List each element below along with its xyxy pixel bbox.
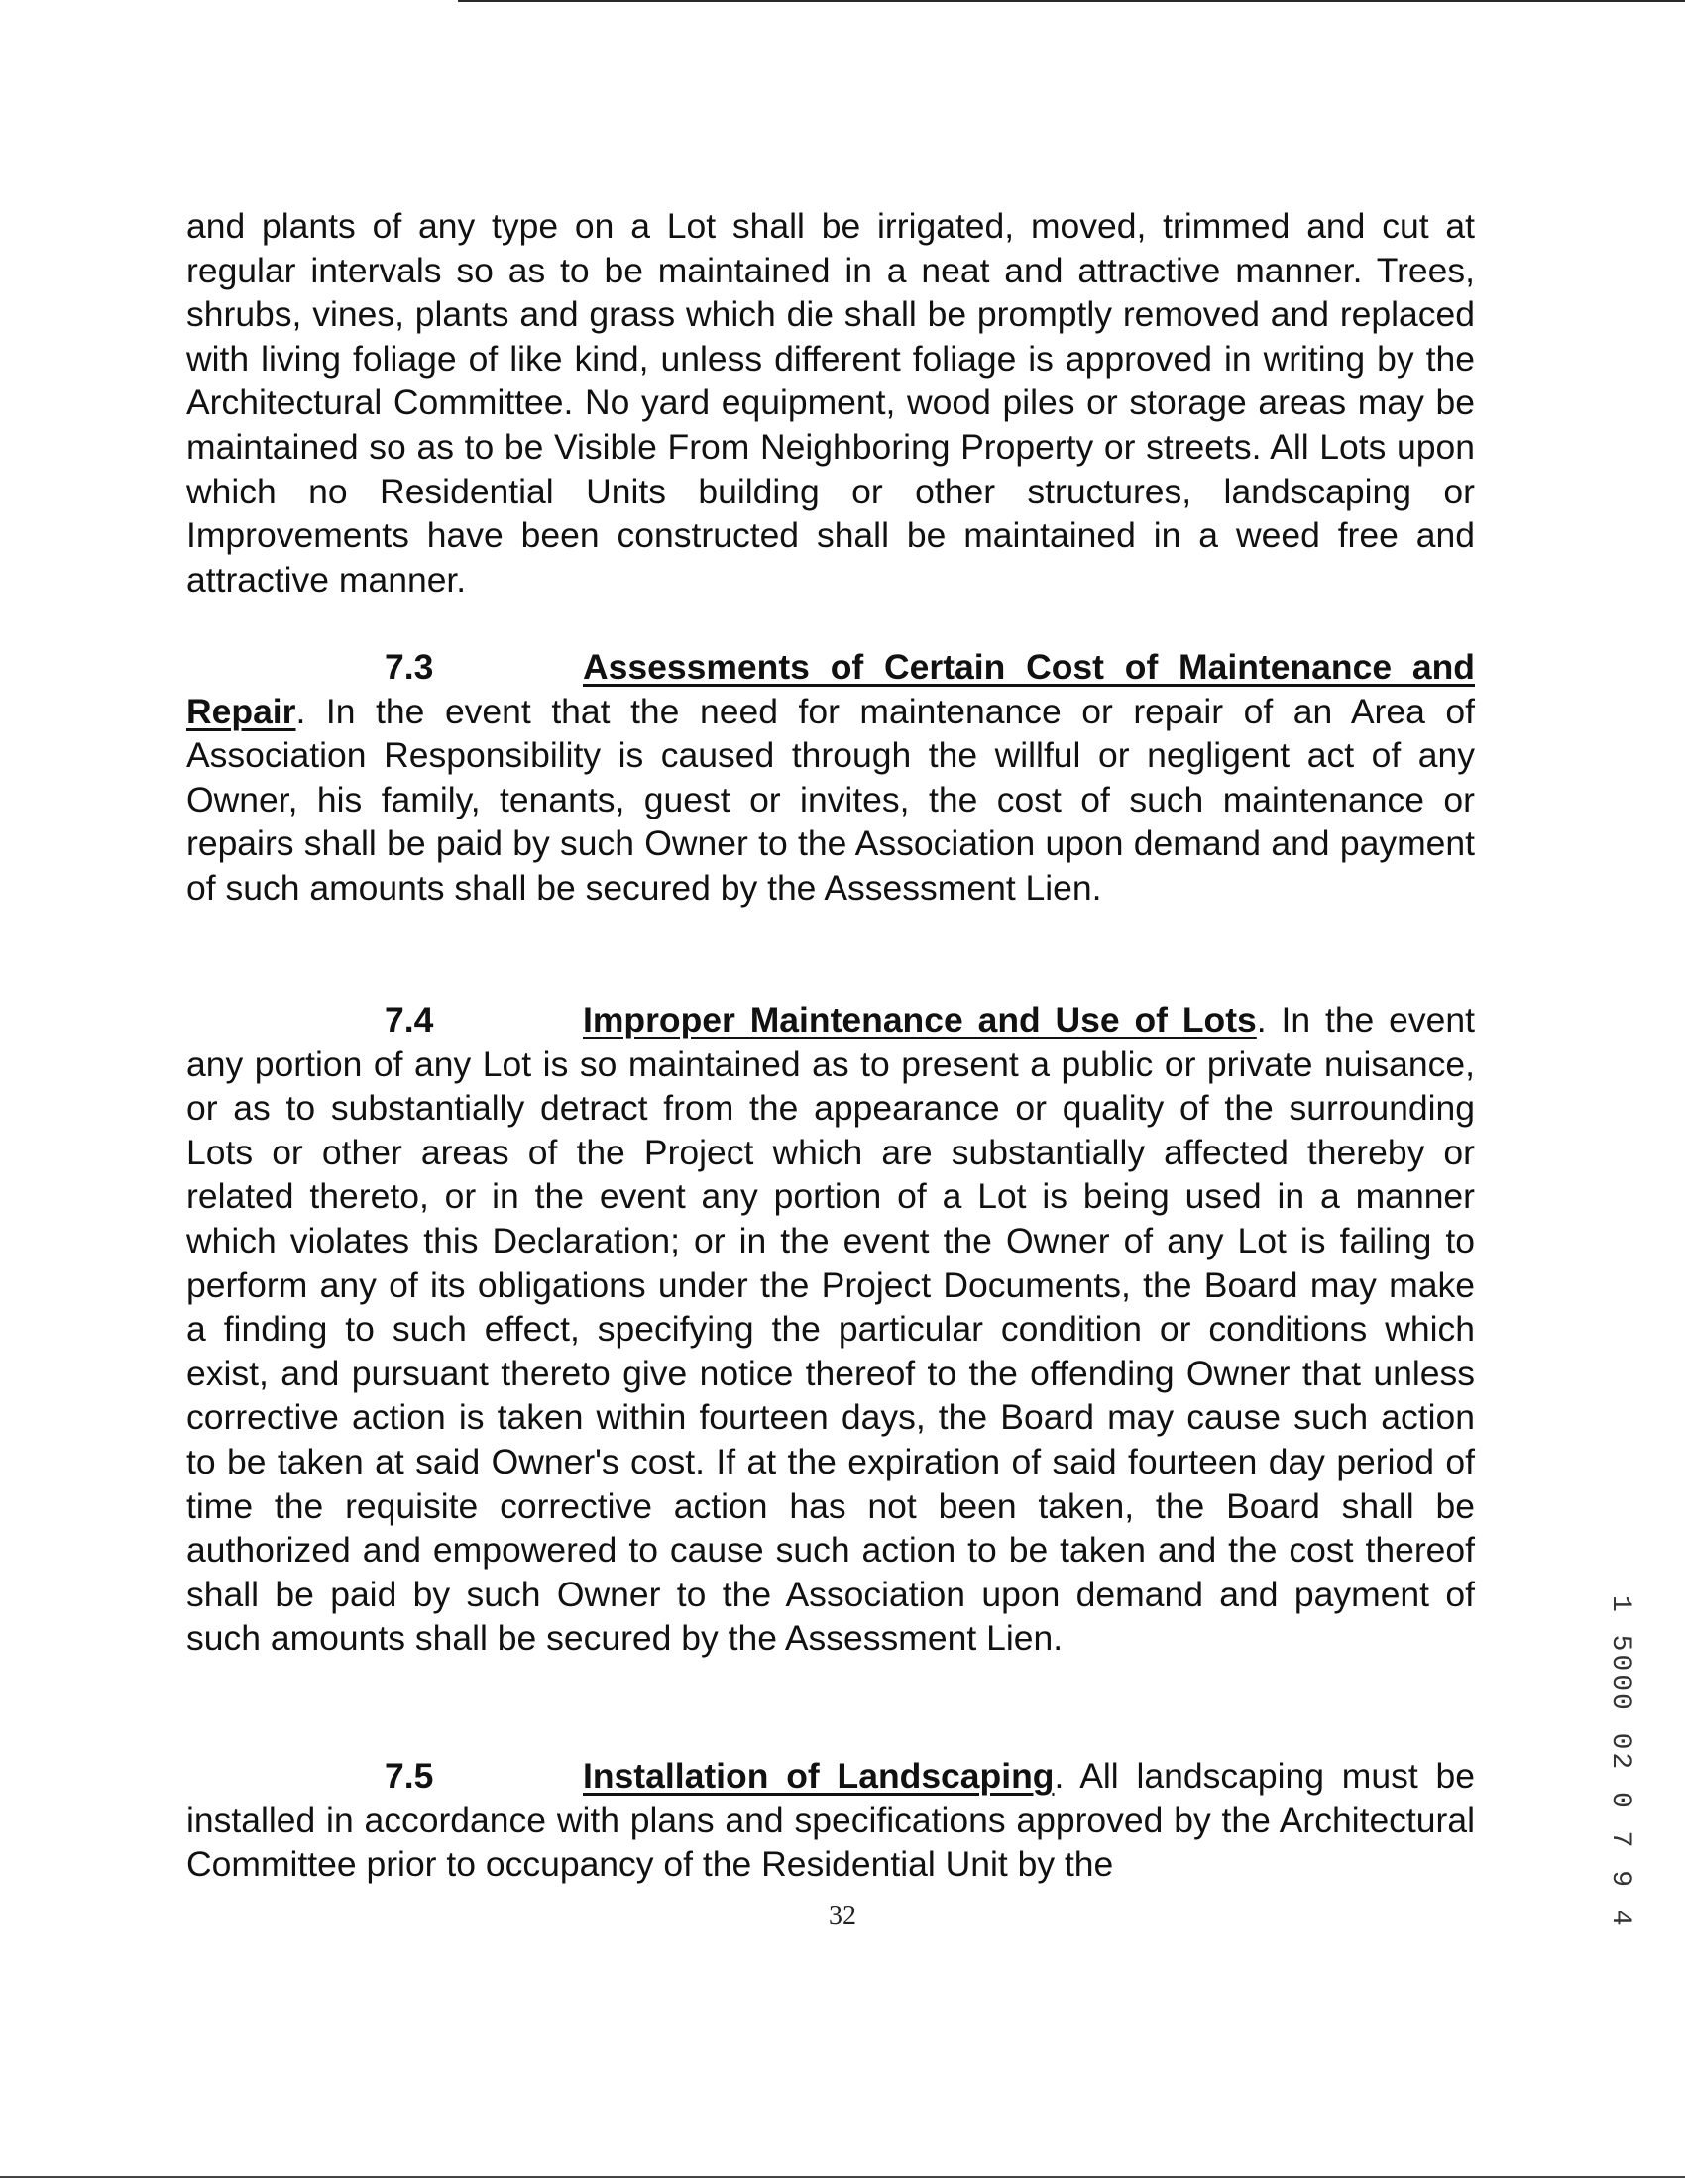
scan-bottom-edge — [0, 2176, 1685, 2178]
scan-top-edge — [458, 0, 1685, 2]
section-body: All landscaping must be installed in accordance with plans and specifications approved by the Architectural Committee prior to occupancy of the Residential Unit by the — [186, 1756, 1475, 1885]
section-number: 7.4 — [385, 1000, 434, 1039]
paragraph-continuation: and plants of any type on a Lot shall be irrigated, moved, trimmed and cut at regular intervals so as to be maintained in a neat and attractive manner. Trees, shrubs, vines, plants and grass which die shall be promptly removed and replaced with living foliage of like kind, unless different foliage is approved in writing by the Architectural Committee. No yard equipment, wood piles or storage areas may be maintained so as to be Visible From Neighboring Property or streets. All Lots upon which no Residential Units building or other structures, landscaping or Improvements have been constructed shall be maintained in a weed free and attractive manner. — [186, 206, 1475, 600]
section-title: Installation of Landscaping — [583, 1756, 1055, 1796]
section-title: Assessments of Certain Cost of Maintenance and Repair — [186, 647, 1475, 731]
section-title: Improper Maintenance and Use of Lots — [583, 1000, 1257, 1039]
section-body: In the event that the need for maintenance or repair of an Area of Association Responsibility is caused through the willful or negligent act of any Owner, his family, tenants, guest or invites, the cost of such maintenance or repairs shall be paid by such Owner to the Association upon demand and payment of such amounts shall be secured by the Assessment Lien. — [186, 691, 1475, 908]
section-7-4 — [186, 998, 1475, 1661]
section-body: In the event any portion of any Lot is so maintained as to present a public or private nuisance, or as to substantially detract from the appearance or quality of the surrounding Lots or other areas of the Project which are substantially affected thereby or related thereto, or in the event any portion of a Lot is being used in a manner which violates this Declaration; or in the event the Owner of any Lot is failing to perform any of its obligations under the Project Documents, the Board may make a finding to such effect, specifying the particular condition or conditions which exist, and pursuant thereto give notice thereof to the offending Owner that unless corrective action is taken within fourteen days, the Board may cause such action to be taken at said Owner's cost. If at the expiration of said fourteen day period of time the requisite corrective action has not been taken, the Board shall be authorized and empowered to cause such action to be taken and the cost thereof shall be paid by such Owner to the Association upon demand and payment of such amounts shall be secured by the Assessment Lien. — [186, 1000, 1475, 1659]
title-period: . — [1054, 1756, 1065, 1796]
title-period: . — [295, 691, 306, 731]
document-id-stamp: 1 5000 02 0 7 9 4 — [1605, 1595, 1635, 1929]
section-7-3 — [186, 645, 1475, 911]
section-number: 7.5 — [385, 1756, 434, 1796]
title-period: . — [1256, 1000, 1267, 1039]
page-number: 32 — [829, 1901, 856, 1931]
section-number: 7.3 — [385, 647, 434, 687]
section-7-5 — [186, 1754, 1475, 1887]
